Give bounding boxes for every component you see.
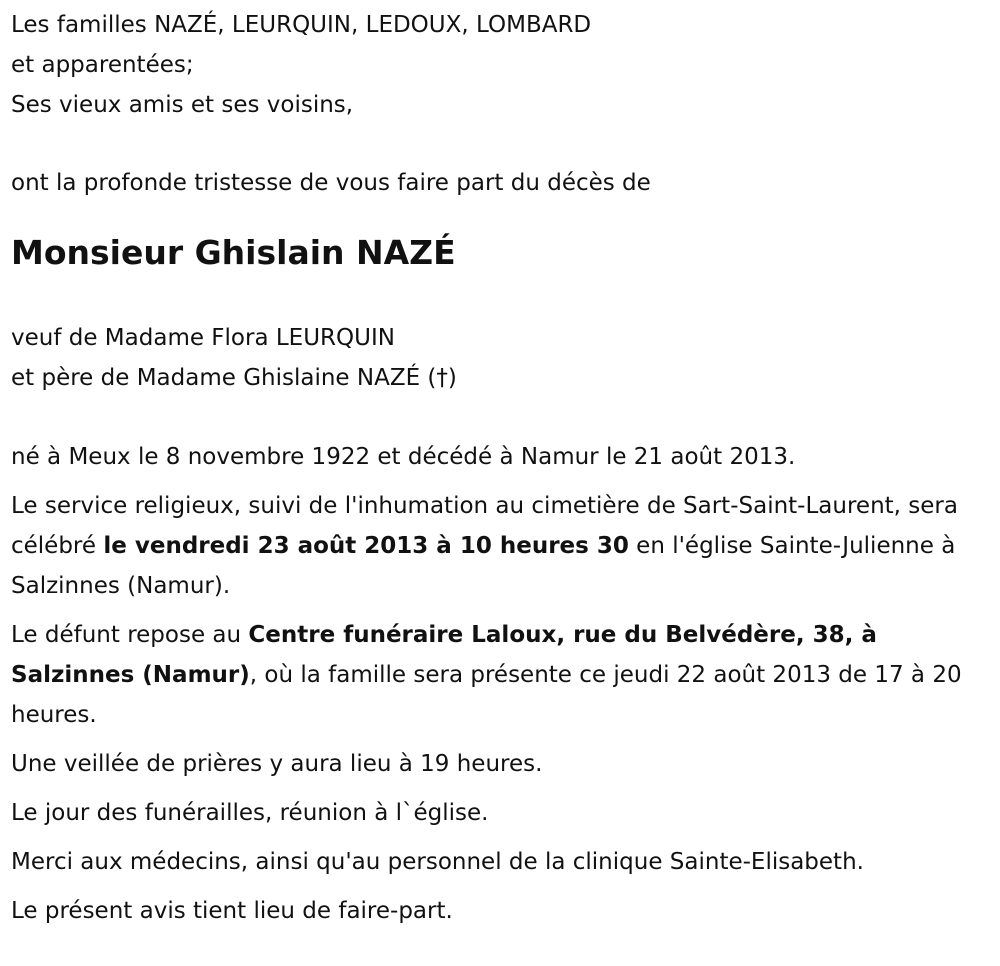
families-line-1: Les familles NAZÉ, LEURQUIN, LEDOUX, LOMBARD <box>11 12 592 38</box>
thanks-text: Merci aux médecins, ainsi qu'au personnel de la clinique Sainte-Elisabeth. <box>11 849 864 875</box>
notice-text: Le présent avis tient lieu de faire-part. <box>11 898 453 924</box>
announcement-text: ont la profonde tristesse de vous faire part du décès de <box>11 170 651 196</box>
relations-block <box>11 318 1000 398</box>
relation-line-1: veuf de Madame Flora LEURQUIN <box>11 325 395 351</box>
service-text-1: Le service religieux, suivi de l'inhumation au cimetière de Sart-Saint-Laurent, sera célébré <box>11 493 958 559</box>
service-date: le vendredi 23 août 2013 à 10 heures 30 <box>103 533 629 559</box>
spacer <box>11 280 1000 318</box>
rest-place: Centre funéraire Laloux, rue du Belvédère, 38, à Salzinnes (Namur) <box>11 622 877 688</box>
spacer <box>11 203 1000 226</box>
families-line-2: et apparentées; <box>11 52 194 78</box>
service-paragraph <box>11 486 991 606</box>
vigil-text: Une veillée de prières y aura lieu à 19 heures. <box>11 751 543 777</box>
rest-text-2: , où la famille sera présente ce jeudi 22 août 2013 de 17 à 20 heures. <box>11 662 962 728</box>
families-line-3: Ses vieux amis et ses voisins, <box>11 92 354 118</box>
families-block <box>11 5 1000 125</box>
service-text-2: en l'église Sainte-Julienne à Salzinnes (Namur). <box>11 533 956 599</box>
spacer <box>11 125 1000 163</box>
rest-text-1: Le défunt repose au <box>11 622 249 648</box>
funeral-day-text: Le jour des funérailles, réunion à l`église. <box>11 800 489 826</box>
birth-death-text: né à Meux le 8 novembre 1922 et décédé à Namur le 21 août 2013. <box>11 444 796 470</box>
relation-line-2: et père de Madame Ghislaine NAZÉ (†) <box>11 365 457 391</box>
spacer <box>11 398 1000 437</box>
rest-paragraph <box>11 615 991 735</box>
deceased-name: Monsieur Ghislain NAZÉ <box>11 233 456 272</box>
